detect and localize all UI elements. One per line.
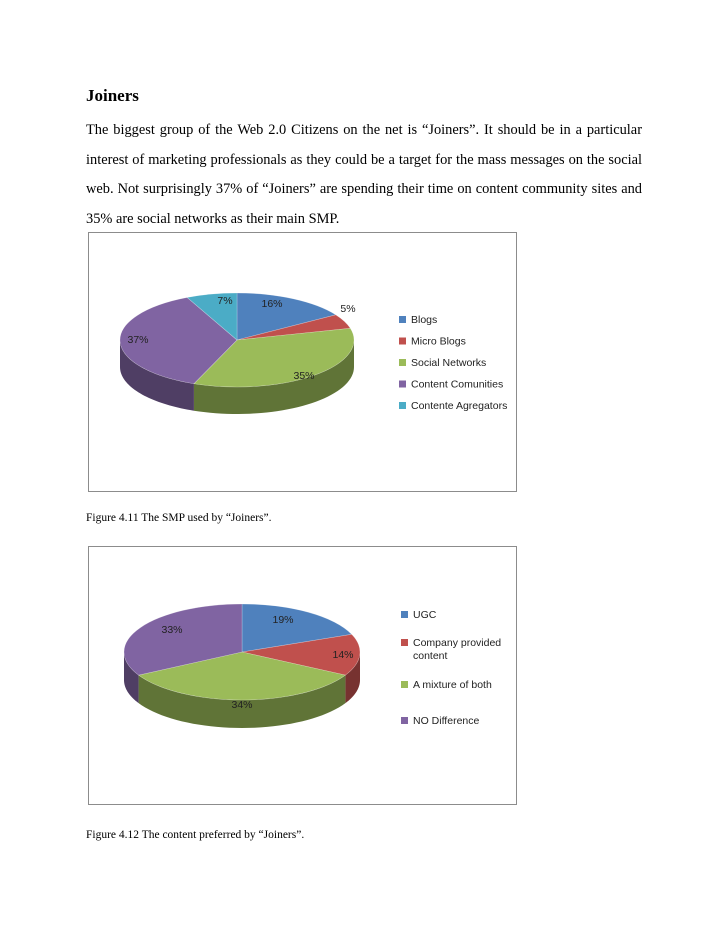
legend-swatch-1-0 — [401, 611, 408, 618]
pie-chart-smp — [89, 233, 516, 491]
legend-swatch-0-0 — [399, 316, 406, 323]
legend-label-0-2: Social Networks — [411, 357, 487, 369]
legend-swatch-0-2 — [399, 359, 406, 366]
legend-label-1-0: UGC — [413, 609, 437, 621]
pie-data-label-0-4: 7% — [217, 295, 233, 307]
legend-swatch-0-3 — [399, 381, 406, 388]
pie-chart-content — [89, 547, 516, 804]
body-paragraph: The biggest group of the Web 2.0 Citizens on the net is “Joiners”. It should be in a particular interest of marketing professionals as they could be a target for the mass messages on the social web. Not surprisingly 37% of “Joiners” are spending their time on content community sites and 35% are social networks as their main SMP. — [86, 122, 642, 227]
legend-swatch-1-1 — [401, 639, 408, 646]
legend-label-1-3: NO Difference — [413, 715, 480, 727]
figure-caption-4-11: Figure 4.11 The SMP used by “Joiners”. — [86, 512, 272, 524]
figure-4-11-chart — [88, 232, 517, 492]
legend-label-0-3: Content Comunities — [411, 378, 504, 391]
section-title: Joiners — [86, 86, 139, 105]
figure-caption-4-12: Figure 4.12 The content preferred by “Joiners”. — [86, 829, 305, 841]
legend-swatch-0-1 — [399, 338, 406, 345]
pie-data-label-1-0: 19% — [272, 614, 294, 626]
legend-label-1-1-line2: content — [413, 650, 448, 662]
pie-data-label-0-1: 5% — [340, 303, 356, 315]
legend-swatch-0-4 — [399, 402, 406, 409]
legend-swatch-1-3 — [401, 717, 408, 724]
legend-label-0-4: Contente Agregators — [411, 400, 508, 412]
pie-data-label-1-2: 34% — [231, 699, 253, 711]
pie-data-label-0-0: 16% — [261, 298, 283, 310]
legend-swatch-1-2 — [401, 681, 408, 688]
legend-label-0-1: Micro Blogs — [411, 335, 466, 348]
legend-label-0-0: Blogs — [411, 314, 438, 326]
pie-data-label-1-1: 14% — [332, 649, 354, 661]
legend-label-1-2: A mixture of both — [413, 679, 492, 691]
pie-data-label-0-2: 35% — [293, 370, 315, 382]
figure-4-12-chart — [88, 546, 517, 805]
pie-data-label-1-3: 33% — [161, 624, 183, 636]
pie-data-label-0-3: 37% — [127, 334, 149, 346]
legend-label-1-1: Company provided — [413, 637, 502, 649]
